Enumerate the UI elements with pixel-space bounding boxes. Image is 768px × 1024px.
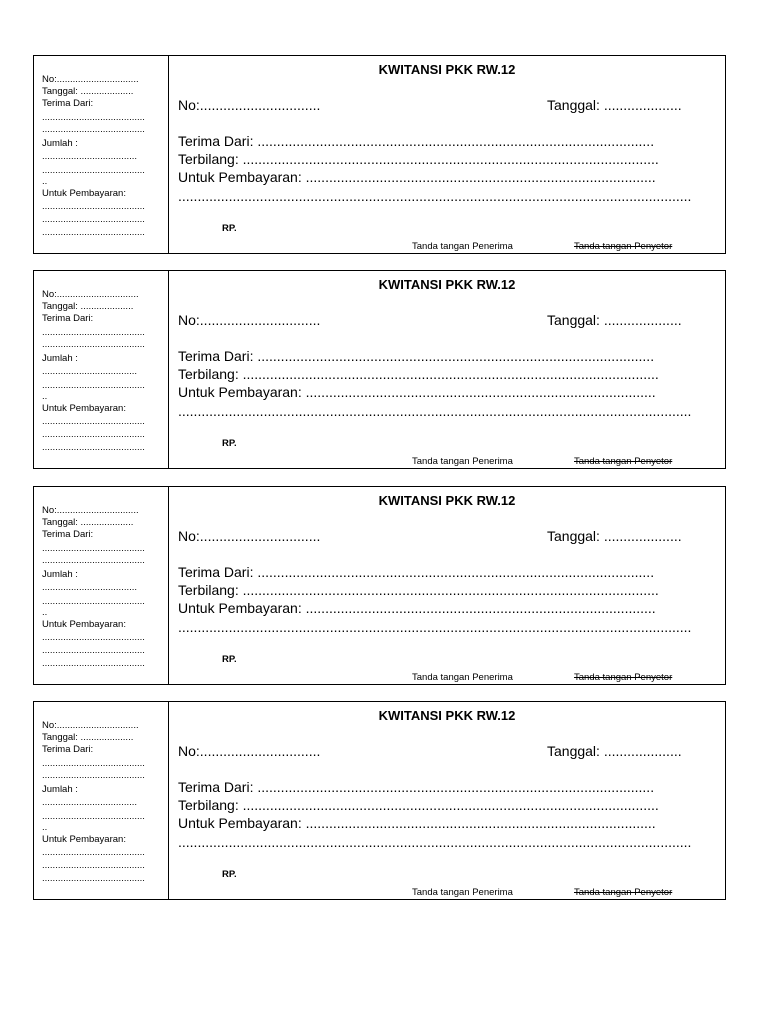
field-dots-line: .................................................................................................................................... [178,188,692,204]
stub-jumlah: Jumlah : [42,569,78,580]
stub-dots: .. [42,607,48,618]
signature-penyetor: Tanda tangan Penyetor [574,456,673,467]
field-tanggal: Tanggal: .................... [547,743,682,759]
signature-penerima: Tanda tangan Penerima [412,672,513,683]
signature-penyetor: Tanda tangan Penyetor [574,672,673,683]
stub-no: No:............................... [42,74,139,85]
stub-dots: ....................................... [42,112,145,123]
signature-penerima: Tanda tangan Penerima [412,241,513,252]
stub-jumlah: Jumlah : [42,138,78,149]
stub-dots: ....................................... [42,658,145,669]
receipt-4 [33,701,726,900]
receipt-stub [34,271,169,468]
stub-dots: ....................................... [42,770,145,781]
signature-penerima: Tanda tangan Penerima [412,887,513,898]
field-terbilang: Terbilang: ........................................................................................................... [178,151,659,167]
stub-tanggal: Tanggal: .................... [42,86,134,97]
stub-no: No:............................... [42,720,139,731]
receipt-main [169,487,725,684]
stub-dots: ....................................... [42,201,145,212]
field-dots-line: .................................................................................................................................... [178,834,692,850]
stub-dots: ....................................... [42,543,145,554]
stub-dots: ....................................... [42,860,145,871]
stub-dots: .................................... [42,582,138,593]
stub-dots: ....................................... [42,327,145,338]
field-tanggal: Tanggal: .................... [547,97,682,113]
field-terbilang: Terbilang: ........................................................................................................... [178,366,659,382]
field-dots-line: .................................................................................................................................... [178,619,692,635]
stub-dots: ....................................... [42,429,145,440]
field-untuk-pembayaran: Untuk Pembayaran: .......................................................................................... [178,384,656,400]
stub-dots: ....................................... [42,811,145,822]
field-untuk-pembayaran: Untuk Pembayaran: .......................................................................................... [178,815,656,831]
stub-dots: ....................................... [42,227,145,238]
stub-untuk-pembayaran: Untuk Pembayaran: [42,619,126,630]
stub-jumlah: Jumlah : [42,353,78,364]
stub-tanggal: Tanggal: .................... [42,732,134,743]
rp-label: RP. [222,438,237,449]
stub-dots: ....................................... [42,847,145,858]
stub-dots: ....................................... [42,165,145,176]
stub-no: No:............................... [42,505,139,516]
stub-tanggal: Tanggal: .................... [42,301,134,312]
field-no: No:............................... [178,743,321,759]
receipt-1 [33,55,726,254]
field-terbilang: Terbilang: ........................................................................................................... [178,582,659,598]
receipt-stub [34,487,169,684]
stub-dots: .. [42,822,48,833]
receipt-stub [34,702,169,899]
receipt-title: KWITANSI PKK RW.12 [378,493,516,508]
stub-jumlah: Jumlah : [42,784,78,795]
stub-dots: ....................................... [42,596,145,607]
field-terima-dari: Terima Dari: ...................................................................................................... [178,779,655,795]
stub-dots: .................................... [42,151,138,162]
field-no: No:............................... [178,528,321,544]
signature-penyetor: Tanda tangan Penyetor [574,887,673,898]
receipt-3 [33,486,726,685]
stub-dots: ....................................... [42,645,145,656]
stub-dots: ....................................... [42,873,145,884]
stub-dots: ....................................... [42,442,145,453]
stub-terima-dari: Terima Dari: [42,98,94,109]
stub-dots: .. [42,176,48,187]
field-no: No:............................... [178,312,321,328]
stub-dots: ....................................... [42,632,145,643]
signature-penyetor: Tanda tangan Penyetor [574,241,673,252]
stub-dots: .................................... [42,366,138,377]
signature-penerima: Tanda tangan Penerima [412,456,513,467]
stub-dots: .................................... [42,797,138,808]
field-tanggal: Tanggal: .................... [547,528,682,544]
stub-untuk-pembayaran: Untuk Pembayaran: [42,403,126,414]
receipt-main [169,702,725,899]
field-terima-dari: Terima Dari: ...................................................................................................... [178,564,655,580]
field-terima-dari: Terima Dari: ...................................................................................................... [178,348,655,364]
stub-no: No:............................... [42,289,139,300]
field-tanggal: Tanggal: .................... [547,312,682,328]
receipt-stub [34,56,169,253]
field-untuk-pembayaran: Untuk Pembayaran: .......................................................................................... [178,600,656,616]
stub-terima-dari: Terima Dari: [42,744,94,755]
stub-dots: ....................................... [42,124,145,135]
receipt-main [169,56,725,253]
stub-dots: .. [42,391,48,402]
field-dots-line: .................................................................................................................................... [178,403,692,419]
receipt-2 [33,270,726,469]
stub-tanggal: Tanggal: .................... [42,517,134,528]
stub-dots: ....................................... [42,416,145,427]
stub-untuk-pembayaran: Untuk Pembayaran: [42,188,126,199]
rp-label: RP. [222,654,237,665]
stub-dots: ....................................... [42,380,145,391]
stub-terima-dari: Terima Dari: [42,313,94,324]
stub-untuk-pembayaran: Untuk Pembayaran: [42,834,126,845]
field-untuk-pembayaran: Untuk Pembayaran: .......................................................................................... [178,169,656,185]
receipt-title: KWITANSI PKK RW.12 [378,277,516,292]
receipt-title: KWITANSI PKK RW.12 [378,62,516,77]
rp-label: RP. [222,869,237,880]
stub-dots: ....................................... [42,555,145,566]
stub-dots: ....................................... [42,214,145,225]
rp-label: RP. [222,223,237,234]
stub-terima-dari: Terima Dari: [42,529,94,540]
receipt-title: KWITANSI PKK RW.12 [378,708,516,723]
field-terima-dari: Terima Dari: ...................................................................................................... [178,133,655,149]
stub-dots: ....................................... [42,339,145,350]
stub-dots: ....................................... [42,758,145,769]
field-no: No:............................... [178,97,321,113]
field-terbilang: Terbilang: ........................................................................................................... [178,797,659,813]
receipt-main [169,271,725,468]
